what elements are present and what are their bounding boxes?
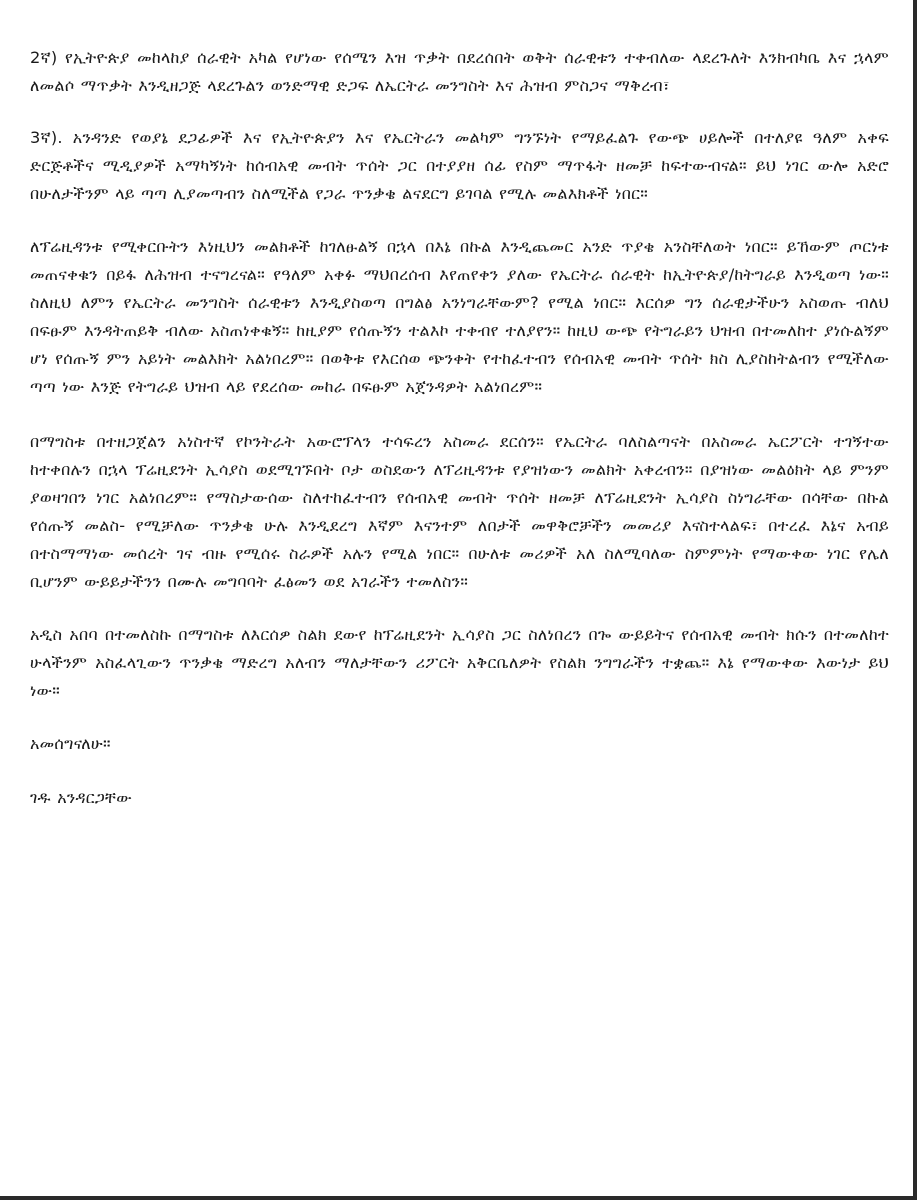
paragraph-asmara-trip: በማግስቱ በተዘጋጀልን አነስተኛ የኮንትራት አውሮፕላን ተሳፍረን አስመራ ደርሰን። የኤርትራ ባለስልጣናት በአስመራ ኤርፖርት ተገኝተው ከተቀበሉን በኋላ ፕሬዚደንት ኢሳያስ ወደሚገኙበት ቦታ ወስደውን ለፕሪዚዳንቱ የያዝነውን መልክት አቀረብን። በያዝነው መልዕክት ላይ ምንም ያወዛገበን ነገር አልነበረም። የማስታውሰው ስለተከፈተብን የሰብአዊ መብት ጥሰት ዘመቻ ለፕሬዚደንት ኢሳያስ ስነግራቸው በሳቸው በኩል የሰጡኝ መልስ- የሚቻለው ጥንቃቄ ሁሉ እንዲደረግ እኛም እናንተም ለበታች መዋቅሮቻችን መመሪያ እናስተላልፍ፣ በተረፈ እኔና አብይ በተስማማነው መሰረት ገና ብዙ የሚሰሩ ስራዎች አሉን የሚል ነበር። በሁለቱ መሪዎች አለ ስለሚባለው ስምምነት የማውቀው ነገር የሌለ ቢሆንም ውይይታችንን በሙሉ መግባባት ፈፅመን ወደ አገራችን ተመለስን። <box>30 432 889 591</box>
paragraph-point-3: 3ኛ). አንዳንድ የወያኔ ደጋፊዎች እና የኢትዮጵያን እና የኤርትራን መልካም ግንኙነት የማይፈልጉ የውጭ ሀይሎች በተለያዩ ዓለም አቀፍ ድርጅቶችና ሚዲያዎች አማካኝነት ከሰብአዊ መብት ጥሰት ጋር በተያያዘ ሰፊ የስም ማጥፋት ዘመቻ ከፍተውብናል። ይህ ነገር ውሎ አድሮ በሁለታችንም ላይ ጣጣ ሊያመጣብን ስለሚችል የጋራ ጥንቃቄ ልናደርግ ይገባል የሚሉ መልእክቶች ነበር። <box>30 128 889 203</box>
paragraph-point-2: 2ኛ) የኢትዮጵያ መከላከያ ሰራዊት አካል የሆነው የሰሜን እዝ ጥቃት በደረሰበት ወቅት ሰራዊቱን ተቀብለው ላደረጉለት እንክብካቤ እና ኋላም ለመልሶ ማጥቃት እንዲዘጋጅ ላደረጉልን ወንድማዊ ድጋፍ ለኤርትራ መንግስት እና ሕዝብ ምስጋና ማቅረብ፣ <box>30 48 889 95</box>
closing-thanks: አመሰግናለሁ። <box>30 734 111 753</box>
signature-name: ገዱ አንዳርጋቸው <box>30 788 132 807</box>
paragraph-return: አዲስ አበባ በተመለስኩ በማግስቱ ለእርሰዎ ስልክ ደውየ ከፕሬዚደንት ኢሳያስ ጋር ስለነበረን በጐ ውይይትና የሰብአዊ መብት ክሱን በተመለከተ ሁላችንም አስፈላጊውን ጥንቃቄ ማድረግ አለብን ማለታቸውን ሪፖርት አቅርቤለዎት የስልክ ንግግራችን ተቋጨ። እኔ የማውቀው እውነታ ይህ ነው። <box>30 625 889 700</box>
letter-body <box>30 44 889 812</box>
paragraph-question: ለፕሬዚዳንቱ የሚቀርቡትን እነዚህን መልክቶች ከገለፁልኝ በኋላ በእኔ በኩል እንዲጨመር አንድ ጥያቄ አንስቸለወት ነበር። ይኸውም ጦርነቱ መጠናቀቁን በይፋ ለሕዝብ ተናግረናል። የዓለም አቀፉ ማህበረሰብ እየጠየቀን ያለው የኤርትራ ሰራዊት ከኢትዮጵያ/ከትግራይ እንዲወጣ ነው። ስለዚህ ለምን የኤርትራ መንግስት ሰራዊቱን እንዲያስወጣ በግልፅ አንነግራቸውም? የሚል ነበር። እርሰዎ ግን ሰራዊታችሁን አስወጡ ብለህ በፍፁም እንዳትጠይቅ ብለው አስጠነቀቁኝ። ከዚያም የሰጡኝን ተልእኮ ተቀብየ ተለያየን። ከዚህ ውጭ የትግራይን ህዝብ በተመለከተ ያነሱልኝም ሆነ የሰጡኝ ምን አይነት መልእክት አልነበረም። በወቅቱ የእርሰወ ጭንቀት የተከፈተብን የሰብአዊ መብት ጥሰት ክስ ሊያስከትልብን የሚችለው ጣጣ ነው እንጅ የትግራይ ህዝብ ላይ የደረሰው መከራ በፍፁም አጀንዳዎት አልነበረም። <box>30 237 889 396</box>
